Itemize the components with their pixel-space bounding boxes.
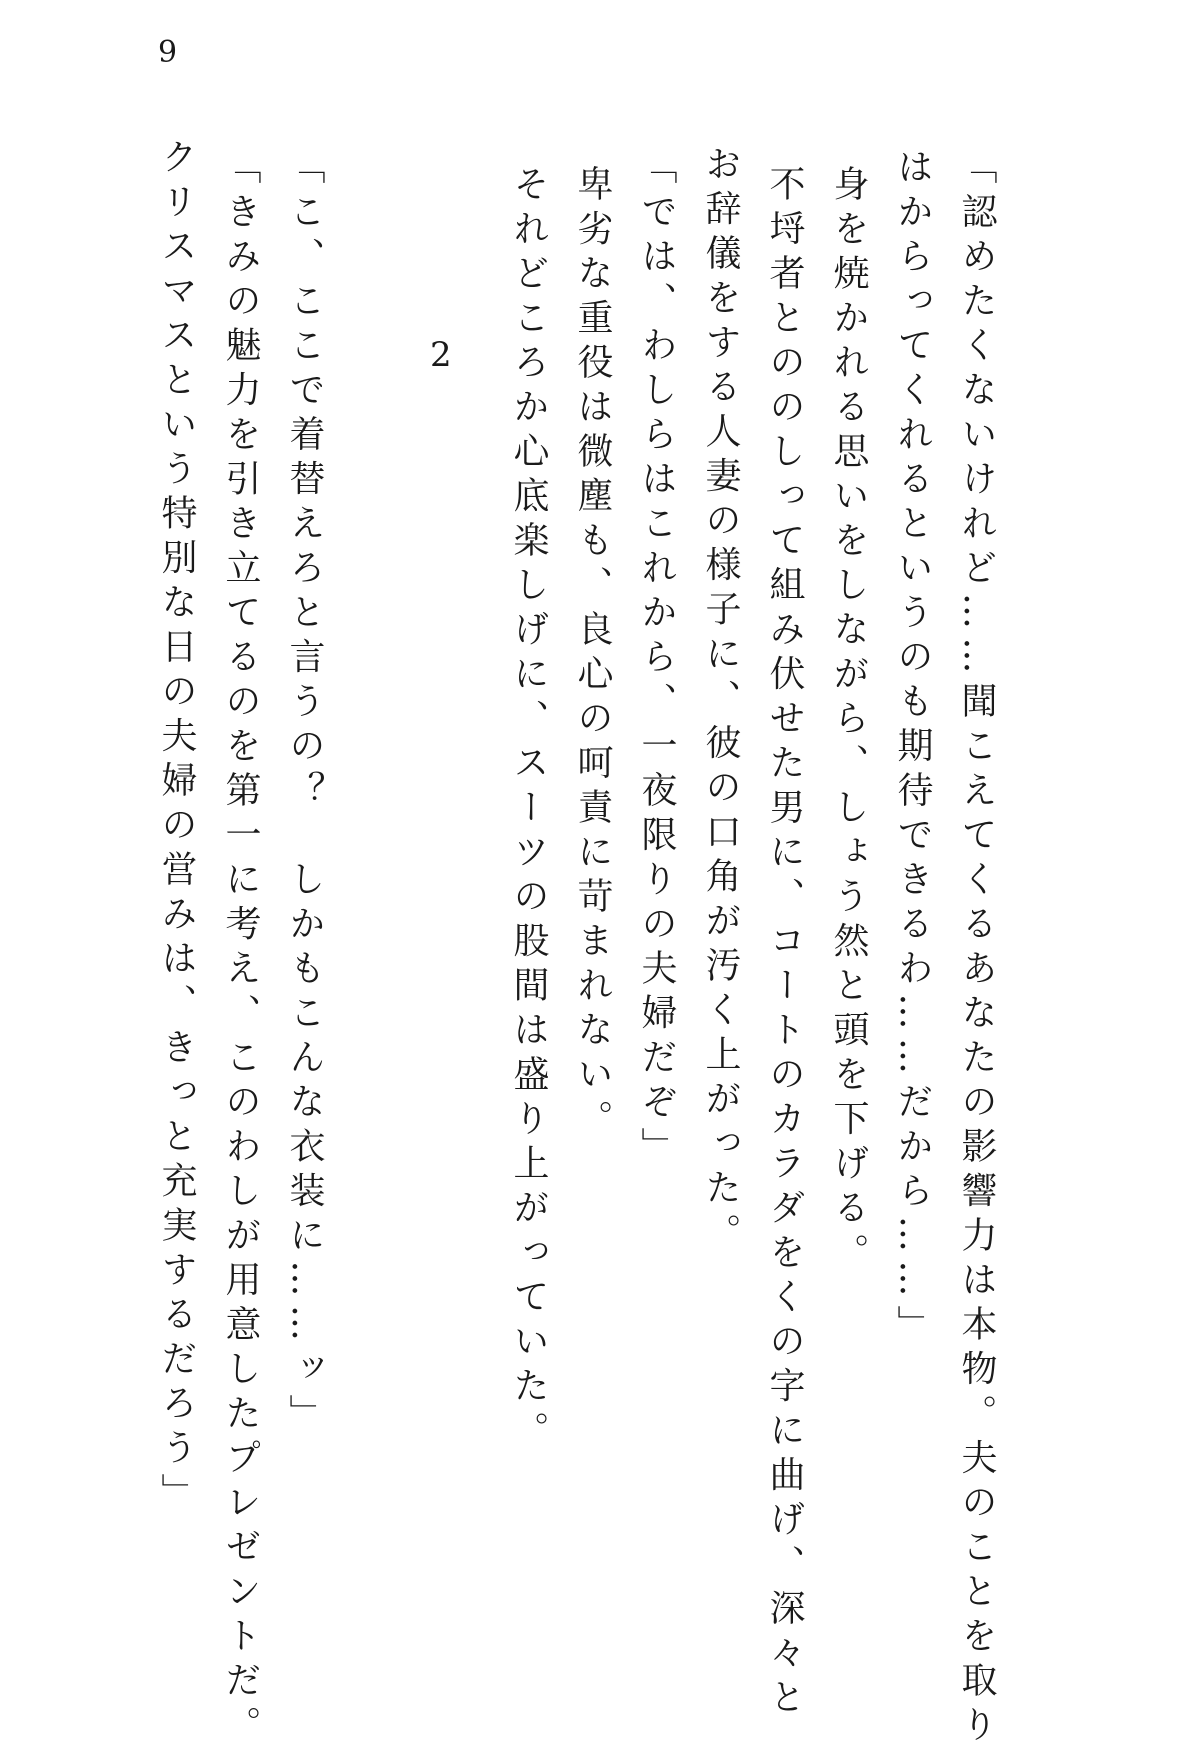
text-column-7: 卑劣な重役は微塵も、良心の呵責に苛まれない。	[572, 165, 613, 1144]
text-column-9: 「こ、ここで着替えろと言うの？ しかもこんな衣装に……ッ」	[284, 148, 325, 1439]
text-column-2: はからってくれるというのも期待できるわ……だから……」	[892, 148, 933, 1350]
text-column-11: クリスマスという特別な日の夫婦の営みは、きっと充実するだろう」	[156, 138, 197, 1518]
text-column-10: 「きみの魅力を引き立てるのを第一に考え、このわしが用意したプレゼントだ。	[220, 148, 261, 1750]
page-number: 9	[158, 35, 178, 70]
section-number: 2	[430, 335, 452, 375]
text-column-1: 「認めたくないけれど……聞こえてくるあなたの影響力は本物。夫のことを取り	[956, 148, 997, 1750]
text-column-3: 身を焼かれる思いをしながら、しょう然と頭を下げる。	[828, 165, 869, 1278]
text-column-6: 「では、わしらはこれから、一夜限りの夫婦だぞ」	[636, 148, 677, 1172]
text-column-4: 不埒者とののしって組み伏せた男に、コートのカラダをくの字に曲げ、深々と	[764, 165, 805, 1723]
text-column-8: それどころか心底楽しげに、スーツの股間は盛り上がっていた。	[508, 165, 549, 1456]
text-column-5: お辞儀をする人妻の様子に、彼の口角が汚く上がった。	[700, 145, 741, 1258]
